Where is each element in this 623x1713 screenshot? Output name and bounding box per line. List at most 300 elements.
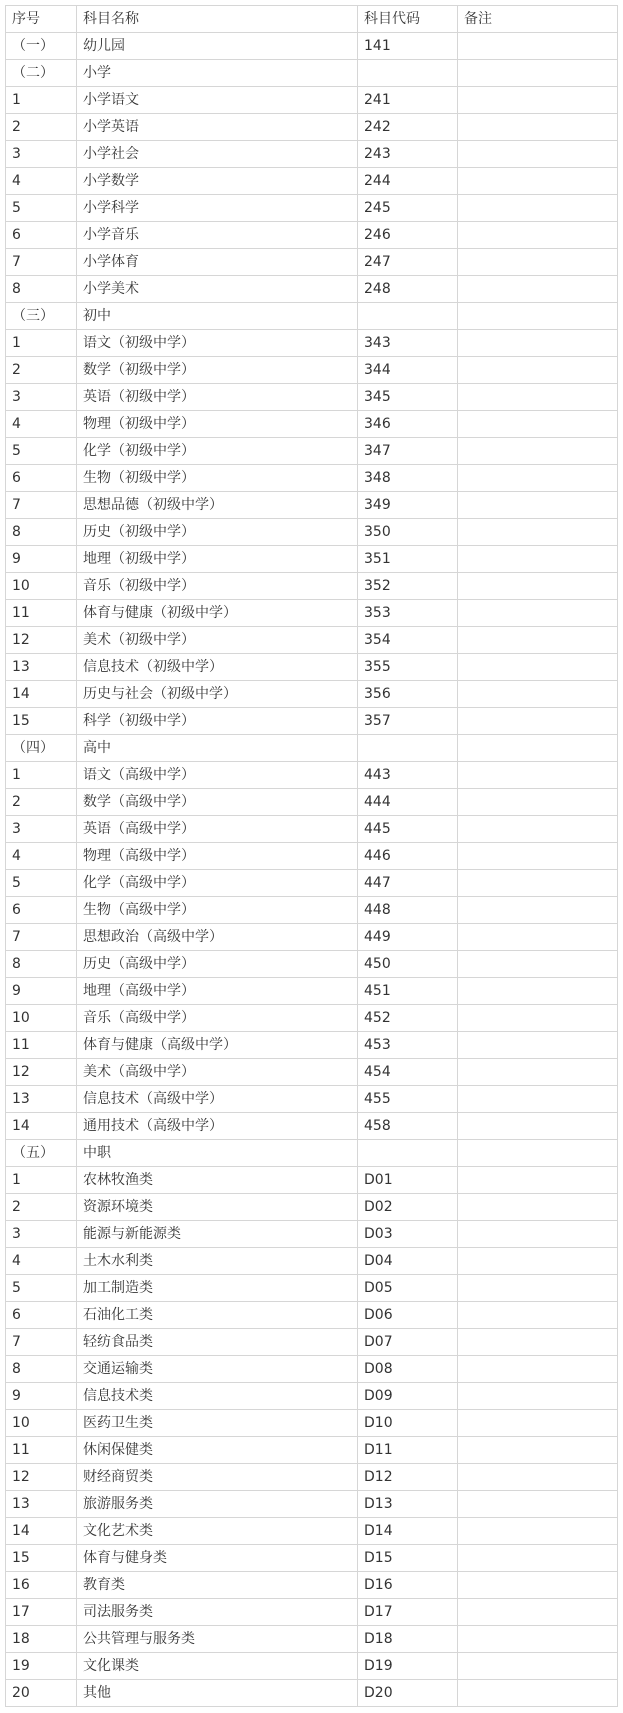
table-row	[6, 1653, 618, 1680]
cell-subject-name: 体育与健康（初级中学）	[77, 600, 358, 627]
cell-remarks	[458, 1356, 618, 1383]
cell-subject-name: 思想政治（高级中学）	[77, 924, 358, 951]
cell-subject-code: 356	[358, 681, 458, 708]
cell-remarks	[458, 249, 618, 276]
table-row	[6, 816, 618, 843]
cell-remarks	[458, 1545, 618, 1572]
cell-remarks	[458, 600, 618, 627]
cell-subject-name: 历史（初级中学）	[77, 519, 358, 546]
cell-index: 2	[6, 357, 77, 384]
cell-subject-code: 344	[358, 357, 458, 384]
table-row	[6, 492, 618, 519]
cell-subject-code: 248	[358, 276, 458, 303]
cell-remarks	[458, 492, 618, 519]
table-body	[6, 33, 618, 1707]
cell-subject-code	[358, 303, 458, 330]
cell-index: 19	[6, 1653, 77, 1680]
cell-remarks	[458, 1518, 618, 1545]
cell-remarks	[458, 519, 618, 546]
cell-subject-code	[358, 1140, 458, 1167]
cell-subject-name: 美术（初级中学）	[77, 627, 358, 654]
cell-remarks	[458, 1464, 618, 1491]
cell-subject-name: 其他	[77, 1680, 358, 1707]
cell-subject-name: 文化课类	[77, 1653, 358, 1680]
cell-remarks	[458, 1248, 618, 1275]
cell-index: 14	[6, 681, 77, 708]
cell-index: 4	[6, 843, 77, 870]
table-row	[6, 1410, 618, 1437]
cell-index: 14	[6, 1113, 77, 1140]
cell-subject-code: 346	[358, 411, 458, 438]
cell-index: 8	[6, 951, 77, 978]
cell-index: 2	[6, 789, 77, 816]
cell-index: （三）	[6, 303, 77, 330]
cell-index: 4	[6, 168, 77, 195]
cell-remarks	[458, 735, 618, 762]
cell-subject-code: D04	[358, 1248, 458, 1275]
cell-subject-code: 458	[358, 1113, 458, 1140]
cell-subject-name: 英语（初级中学）	[77, 384, 358, 411]
cell-subject-code: 343	[358, 330, 458, 357]
cell-index: 4	[6, 1248, 77, 1275]
table-row	[6, 654, 618, 681]
cell-subject-code: 445	[358, 816, 458, 843]
cell-index: 13	[6, 654, 77, 681]
cell-subject-name: 信息技术（初级中学）	[77, 654, 358, 681]
cell-subject-code: 347	[358, 438, 458, 465]
table-row	[6, 978, 618, 1005]
cell-subject-code: 243	[358, 141, 458, 168]
cell-index: 7	[6, 492, 77, 519]
table-header	[6, 6, 618, 33]
cell-remarks	[458, 438, 618, 465]
cell-index: 1	[6, 1167, 77, 1194]
table-row	[6, 1491, 618, 1518]
cell-remarks	[458, 843, 618, 870]
cell-remarks	[458, 816, 618, 843]
cell-index: 10	[6, 1410, 77, 1437]
cell-remarks	[458, 1437, 618, 1464]
cell-remarks	[458, 303, 618, 330]
cell-subject-code: 443	[358, 762, 458, 789]
table-row	[6, 33, 618, 60]
cell-subject-name: 小学语文	[77, 87, 358, 114]
table-row	[6, 681, 618, 708]
table-row	[6, 708, 618, 735]
cell-subject-code: D13	[358, 1491, 458, 1518]
table-row	[6, 843, 618, 870]
cell-subject-name: 英语（高级中学）	[77, 816, 358, 843]
cell-index: 11	[6, 1032, 77, 1059]
cell-subject-code: D18	[358, 1626, 458, 1653]
cell-subject-name: 化学（初级中学）	[77, 438, 358, 465]
table-row	[6, 1086, 618, 1113]
cell-remarks	[458, 681, 618, 708]
cell-index: 18	[6, 1626, 77, 1653]
cell-index: 12	[6, 1464, 77, 1491]
cell-remarks	[458, 924, 618, 951]
cell-remarks	[458, 195, 618, 222]
table-row	[6, 1545, 618, 1572]
cell-remarks	[458, 384, 618, 411]
table-row	[6, 168, 618, 195]
cell-remarks	[458, 1167, 618, 1194]
cell-remarks	[458, 1005, 618, 1032]
table-row	[6, 438, 618, 465]
cell-remarks	[458, 1329, 618, 1356]
cell-subject-code: D11	[358, 1437, 458, 1464]
cell-subject-name: 科学（初级中学）	[77, 708, 358, 735]
subject-code-table	[5, 5, 618, 1707]
table-row	[6, 1194, 618, 1221]
cell-subject-code: 245	[358, 195, 458, 222]
cell-subject-code: 451	[358, 978, 458, 1005]
table-row	[6, 114, 618, 141]
cell-subject-name: 语文（初级中学）	[77, 330, 358, 357]
cell-subject-code: D15	[358, 1545, 458, 1572]
cell-remarks	[458, 1194, 618, 1221]
cell-index: 9	[6, 1383, 77, 1410]
cell-subject-code: 450	[358, 951, 458, 978]
table-row	[6, 330, 618, 357]
cell-subject-code: 448	[358, 897, 458, 924]
table-row	[6, 600, 618, 627]
cell-subject-name: 资源环境类	[77, 1194, 358, 1221]
table-row	[6, 897, 618, 924]
cell-index: 13	[6, 1086, 77, 1113]
cell-index: 7	[6, 1329, 77, 1356]
cell-index: 5	[6, 195, 77, 222]
cell-subject-name: 农林牧渔类	[77, 1167, 358, 1194]
cell-remarks	[458, 465, 618, 492]
cell-remarks	[458, 897, 618, 924]
cell-index: 5	[6, 1275, 77, 1302]
cell-subject-name: 石油化工类	[77, 1302, 358, 1329]
header-index: 序号	[6, 6, 77, 33]
cell-index: （四）	[6, 735, 77, 762]
cell-subject-code: 247	[358, 249, 458, 276]
table-row	[6, 303, 618, 330]
table-row	[6, 1275, 618, 1302]
cell-index: 5	[6, 870, 77, 897]
table-row	[6, 357, 618, 384]
cell-remarks	[458, 1059, 618, 1086]
cell-subject-code: 242	[358, 114, 458, 141]
table-row	[6, 222, 618, 249]
cell-subject-name: 化学（高级中学）	[77, 870, 358, 897]
cell-remarks	[458, 1572, 618, 1599]
cell-index: 11	[6, 600, 77, 627]
cell-subject-name: 小学数学	[77, 168, 358, 195]
cell-index: 6	[6, 897, 77, 924]
table-row	[6, 1032, 618, 1059]
table-row	[6, 1167, 618, 1194]
cell-subject-code: 345	[358, 384, 458, 411]
cell-subject-code	[358, 60, 458, 87]
cell-index: （二）	[6, 60, 77, 87]
cell-subject-code: D10	[358, 1410, 458, 1437]
cell-subject-code: D12	[358, 1464, 458, 1491]
cell-remarks	[458, 708, 618, 735]
table-row	[6, 762, 618, 789]
cell-index: 3	[6, 1221, 77, 1248]
cell-subject-code: 241	[358, 87, 458, 114]
cell-index: 8	[6, 519, 77, 546]
table-row	[6, 1464, 618, 1491]
table-row	[6, 141, 618, 168]
cell-subject-name: 小学社会	[77, 141, 358, 168]
cell-index: 11	[6, 1437, 77, 1464]
table-row	[6, 1059, 618, 1086]
table-row	[6, 1572, 618, 1599]
table-row	[6, 87, 618, 114]
cell-subject-code: 455	[358, 1086, 458, 1113]
cell-remarks	[458, 978, 618, 1005]
cell-index: 1	[6, 762, 77, 789]
cell-subject-name: 医药卫生类	[77, 1410, 358, 1437]
cell-remarks	[458, 357, 618, 384]
table-row	[6, 195, 618, 222]
cell-subject-name: 中职	[77, 1140, 358, 1167]
cell-subject-name: 音乐（初级中学）	[77, 573, 358, 600]
table-row	[6, 465, 618, 492]
table-row	[6, 789, 618, 816]
cell-subject-name: 生物（高级中学）	[77, 897, 358, 924]
cell-remarks	[458, 1113, 618, 1140]
cell-index: 16	[6, 1572, 77, 1599]
cell-remarks	[458, 762, 618, 789]
cell-subject-name: 旅游服务类	[77, 1491, 358, 1518]
cell-subject-name: 数学（高级中学）	[77, 789, 358, 816]
cell-remarks	[458, 330, 618, 357]
cell-subject-name: 文化艺术类	[77, 1518, 358, 1545]
cell-remarks	[458, 573, 618, 600]
table-row	[6, 1626, 618, 1653]
table-row	[6, 411, 618, 438]
cell-index: 15	[6, 708, 77, 735]
cell-subject-name: 思想品德（初级中学）	[77, 492, 358, 519]
cell-subject-code: 353	[358, 600, 458, 627]
cell-index: 8	[6, 1356, 77, 1383]
cell-subject-name: 休闲保健类	[77, 1437, 358, 1464]
cell-index: 7	[6, 924, 77, 951]
cell-subject-name: 小学英语	[77, 114, 358, 141]
cell-subject-code: D05	[358, 1275, 458, 1302]
cell-subject-code: 453	[358, 1032, 458, 1059]
cell-subject-code: 449	[358, 924, 458, 951]
table-row	[6, 1140, 618, 1167]
table-row	[6, 1599, 618, 1626]
cell-remarks	[458, 276, 618, 303]
cell-index: 3	[6, 384, 77, 411]
header-subject-code: 科目代码	[358, 6, 458, 33]
cell-index: 6	[6, 1302, 77, 1329]
cell-index: 10	[6, 1005, 77, 1032]
cell-subject-name: 体育与健身类	[77, 1545, 358, 1572]
cell-remarks	[458, 1626, 618, 1653]
cell-index: 3	[6, 816, 77, 843]
cell-remarks	[458, 1221, 618, 1248]
table-row	[6, 735, 618, 762]
cell-index: 12	[6, 1059, 77, 1086]
cell-subject-code	[358, 735, 458, 762]
table-row	[6, 60, 618, 87]
cell-subject-code: 349	[358, 492, 458, 519]
cell-index: 20	[6, 1680, 77, 1707]
cell-subject-name: 加工制造类	[77, 1275, 358, 1302]
cell-subject-code: D02	[358, 1194, 458, 1221]
cell-subject-name: 财经商贸类	[77, 1464, 358, 1491]
cell-remarks	[458, 1302, 618, 1329]
cell-remarks	[458, 222, 618, 249]
cell-remarks	[458, 114, 618, 141]
cell-index: 6	[6, 465, 77, 492]
cell-index: （一）	[6, 33, 77, 60]
cell-subject-name: 交通运输类	[77, 1356, 358, 1383]
cell-subject-name: 土木水利类	[77, 1248, 358, 1275]
cell-subject-name: 体育与健康（高级中学）	[77, 1032, 358, 1059]
cell-subject-name: 高中	[77, 735, 358, 762]
cell-index: 1	[6, 87, 77, 114]
cell-remarks	[458, 1491, 618, 1518]
table-row	[6, 1437, 618, 1464]
cell-subject-name: 音乐（高级中学）	[77, 1005, 358, 1032]
cell-subject-name: 小学体育	[77, 249, 358, 276]
table-row	[6, 1113, 618, 1140]
cell-index: 4	[6, 411, 77, 438]
cell-subject-code: 352	[358, 573, 458, 600]
cell-index: 3	[6, 141, 77, 168]
cell-index: 1	[6, 330, 77, 357]
cell-index: 2	[6, 114, 77, 141]
table-row	[6, 384, 618, 411]
cell-index: 8	[6, 276, 77, 303]
cell-subject-code: 444	[358, 789, 458, 816]
table-row	[6, 1329, 618, 1356]
cell-subject-name: 小学	[77, 60, 358, 87]
cell-remarks	[458, 1275, 618, 1302]
table-row	[6, 1248, 618, 1275]
table-row	[6, 1005, 618, 1032]
cell-subject-code: 357	[358, 708, 458, 735]
cell-subject-name: 物理（高级中学）	[77, 843, 358, 870]
cell-subject-name: 幼儿园	[77, 33, 358, 60]
cell-subject-name: 语文（高级中学）	[77, 762, 358, 789]
cell-index: 2	[6, 1194, 77, 1221]
cell-subject-name: 美术（高级中学）	[77, 1059, 358, 1086]
cell-subject-code: 350	[358, 519, 458, 546]
cell-index: 15	[6, 1545, 77, 1572]
cell-index: 9	[6, 546, 77, 573]
cell-subject-name: 司法服务类	[77, 1599, 358, 1626]
cell-subject-name: 地理（高级中学）	[77, 978, 358, 1005]
cell-subject-code: 452	[358, 1005, 458, 1032]
cell-subject-code: D03	[358, 1221, 458, 1248]
cell-remarks	[458, 1032, 618, 1059]
cell-subject-name: 生物（初级中学）	[77, 465, 358, 492]
cell-remarks	[458, 411, 618, 438]
cell-subject-code: D08	[358, 1356, 458, 1383]
cell-subject-name: 小学音乐	[77, 222, 358, 249]
cell-remarks	[458, 1653, 618, 1680]
cell-subject-code: 348	[358, 465, 458, 492]
table-row	[6, 627, 618, 654]
cell-subject-code: D19	[358, 1653, 458, 1680]
cell-subject-name: 数学（初级中学）	[77, 357, 358, 384]
cell-subject-code: D06	[358, 1302, 458, 1329]
cell-remarks	[458, 60, 618, 87]
cell-subject-code: D20	[358, 1680, 458, 1707]
cell-index: 17	[6, 1599, 77, 1626]
cell-remarks	[458, 141, 618, 168]
cell-subject-name: 小学科学	[77, 195, 358, 222]
cell-remarks	[458, 1140, 618, 1167]
cell-subject-name: 地理（初级中学）	[77, 546, 358, 573]
table-row	[6, 1221, 618, 1248]
cell-subject-code: D07	[358, 1329, 458, 1356]
cell-index: 12	[6, 627, 77, 654]
cell-remarks	[458, 1680, 618, 1707]
cell-index: 10	[6, 573, 77, 600]
cell-subject-name: 教育类	[77, 1572, 358, 1599]
cell-subject-name: 公共管理与服务类	[77, 1626, 358, 1653]
cell-subject-name: 能源与新能源类	[77, 1221, 358, 1248]
cell-subject-name: 通用技术（高级中学）	[77, 1113, 358, 1140]
cell-remarks	[458, 1599, 618, 1626]
header-subject-name: 科目名称	[77, 6, 358, 33]
cell-subject-code: 454	[358, 1059, 458, 1086]
cell-remarks	[458, 654, 618, 681]
cell-subject-name: 信息技术类	[77, 1383, 358, 1410]
cell-subject-code: D01	[358, 1167, 458, 1194]
cell-remarks	[458, 546, 618, 573]
cell-index: 5	[6, 438, 77, 465]
cell-subject-code: 446	[358, 843, 458, 870]
cell-subject-code: 246	[358, 222, 458, 249]
cell-subject-code: 355	[358, 654, 458, 681]
cell-subject-name: 物理（初级中学）	[77, 411, 358, 438]
cell-subject-name: 轻纺食品类	[77, 1329, 358, 1356]
cell-subject-code: 141	[358, 33, 458, 60]
cell-index: 7	[6, 249, 77, 276]
cell-subject-name: 初中	[77, 303, 358, 330]
cell-remarks	[458, 33, 618, 60]
cell-remarks	[458, 1383, 618, 1410]
cell-subject-code: 354	[358, 627, 458, 654]
cell-subject-code: 447	[358, 870, 458, 897]
table-row	[6, 1680, 618, 1707]
table-row	[6, 276, 618, 303]
cell-index: 13	[6, 1491, 77, 1518]
cell-index: （五）	[6, 1140, 77, 1167]
table-row	[6, 1302, 618, 1329]
cell-remarks	[458, 951, 618, 978]
cell-index: 14	[6, 1518, 77, 1545]
cell-remarks	[458, 789, 618, 816]
header-remarks: 备注	[458, 6, 618, 33]
cell-remarks	[458, 627, 618, 654]
cell-subject-name: 历史（高级中学）	[77, 951, 358, 978]
cell-subject-code: 244	[358, 168, 458, 195]
cell-subject-name: 信息技术（高级中学）	[77, 1086, 358, 1113]
cell-subject-code: D09	[358, 1383, 458, 1410]
cell-subject-code: D17	[358, 1599, 458, 1626]
cell-remarks	[458, 87, 618, 114]
header-row	[6, 6, 618, 33]
cell-remarks	[458, 870, 618, 897]
table-row	[6, 1383, 618, 1410]
cell-subject-name: 小学美术	[77, 276, 358, 303]
